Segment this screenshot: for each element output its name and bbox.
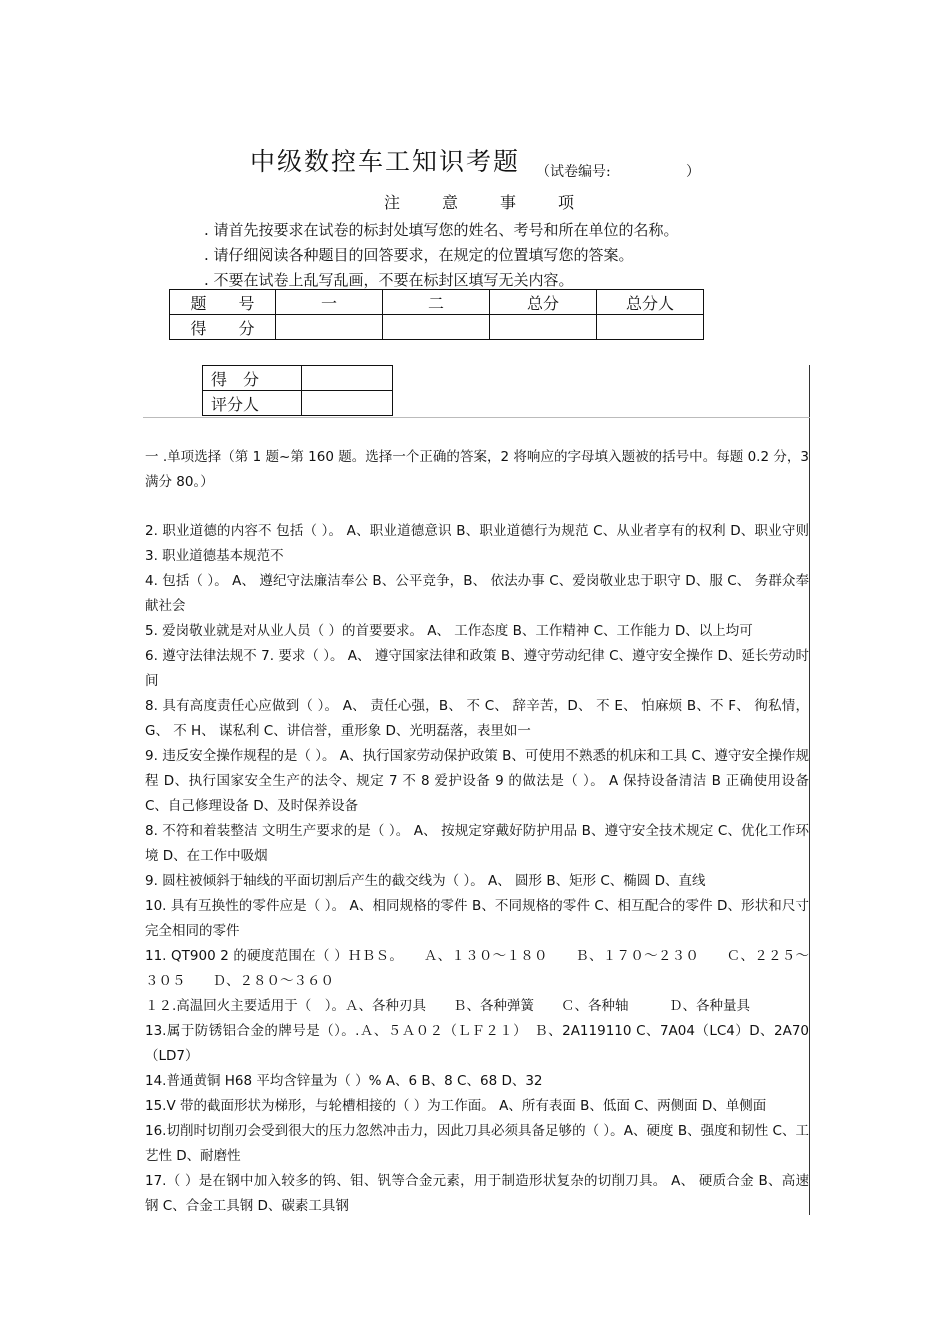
score-header-cell: 总分人 (597, 290, 704, 315)
score-header-cell: 总分 (490, 290, 597, 315)
notice-item-3: . 不要在试卷上乱写乱画，不要在标封区填写无关内容。 (204, 271, 574, 289)
paper-number (536, 161, 700, 181)
exam-title: 中级数控车工知识考题 (250, 147, 521, 176)
score-cell[interactable] (276, 315, 383, 340)
score-cell[interactable] (490, 315, 597, 340)
question-item: 15.V 带的截面形状为梯形，与轮槽相接的（ ）为工作面。 A、所有表面 B、低面 C、两侧面 D、单侧面 (145, 1098, 767, 1114)
score-header-cell: 题 号 (170, 290, 276, 315)
notice-heading-char: 注 (384, 193, 401, 212)
marker-score-label: 得 分 (203, 366, 302, 391)
marker-table (202, 365, 393, 416)
question-item: 5. 爱岗敬业就是对从业人员（ ）的首要要求。 A、 工作态度 B、工作精神 C、工作能力 D、以上均可 (145, 623, 753, 639)
score-header-cell: 二 (383, 290, 490, 315)
question-item: 8. 不符和着装整洁 文明生产要求的是（ ）。 A、 按规定穿戴好防护用品 B、遵守安全技术规定 C、优化工作环境 D、在工作中吸烟 (145, 823, 809, 864)
notice-item-1: . 请首先按要求在试卷的标封处填写您的姓名、考号和所在单位的名称。 (204, 221, 679, 239)
score-cell[interactable] (597, 315, 704, 340)
notice-heading-char: 事 (500, 193, 517, 212)
question-item: 14.普通黄铜 H68 平均含锌量为（ ）% A、6 B、8 C、68 D、32 (145, 1073, 543, 1089)
score-cell[interactable] (383, 315, 490, 340)
section-divider (143, 417, 810, 418)
question-item: 10. 具有互换性的零件应是（ ）。 A、相同规格的零件 B、不同规格的零件 C、相互配合的零件 D、形状和尺寸完全相同的零件 (145, 898, 809, 939)
paper-number-close: ） (686, 164, 700, 180)
binding-line (809, 365, 810, 1215)
question-item: 8. 具有高度责任心应做到（ ）。 A、 责任心强，B、 不 C、 辞辛苦，D、 不 E、 怕麻烦 B、不 F、 徇私情，G、 不 H、 谋私利 C、讲信誉，重形象 D、光明磊落，表里如一 (145, 698, 809, 739)
question-item: １２.高温回火主要适用于（ ）。Ａ、各种刃具 Ｂ、各种弹簧 Ｃ、各种轴 Ｄ、各种量具 (145, 998, 751, 1014)
question-item: 9. 违反安全操作规程的是（ ）。 A、执行国家劳动保护政策 B、可使用不熟悉的机床和工具 C、遵守安全操作规程 D、执行国家安全生产的法令、规定 7 不 8 爱护设备 9 的做法是（ ）。 A 保持设备清洁 B 正确使用设备 C、自己修理设备 D、及时保养设备 (145, 748, 809, 814)
marker-score-cell[interactable] (302, 366, 393, 391)
question-item: 17.（ ）是在钢中加入较多的钨、钼、钒等合金元素，用于制造形状复杂的切削刀具。 A、 硬质合金 B、高速钢 C、合金工具钢 D、碳素工具钢 (145, 1173, 809, 1214)
question-item: 4. 包括（ ）。 A、 遵纪守法廉洁奉公 B、公平竞争，B、 依法办事 C、爱岗敬业忠于职守 D、服 C、 务群众奉献社会 (145, 573, 809, 614)
section-instructions: 一 .单项选择（第 1 题~第 160 题。选择一个正确的答案，2 将响应的字母填入题被的括号中。每题 0.2 分，3 满分 80。） (145, 449, 809, 490)
question-item: 6. 遵守法律法规不 7. 要求（ ）。 A、 遵守国家法律和政策 B、遵守劳动纪律 C、遵守安全操作 D、延长劳动时间 (145, 648, 809, 689)
notice-item-2: . 请仔细阅读各种题目的回答要求，在规定的位置填写您的答案。 (204, 246, 634, 264)
score-table-header-row (170, 290, 704, 315)
score-row-label: 得 分 (170, 315, 276, 340)
notice-heading-char: 意 (442, 193, 459, 212)
notice-heading-char: 项 (558, 193, 575, 212)
question-item: 16.切削时切削刃会受到很大的压力忽然冲击力，因此刀具必须具备足够的（ ）。A、硬度 B、强度和韧性 C、工艺性 D、耐磨性 (145, 1123, 809, 1164)
question-item: 13.属于防锈铝合金的牌号是（）。.Ａ、５Ａ０２（ＬＦ２１） Ｂ、2A119110 C、7A04（LC4）D、2A70（LD7） (145, 1023, 809, 1064)
paper-number-label: （试卷编号: (536, 164, 611, 180)
question-item: 9. 圆柱被倾斜于轴线的平面切割后产生的截交线为（ ）。 A、 圆形 B、矩形 C、椭圆 D、直线 (145, 873, 706, 889)
score-table (169, 289, 704, 340)
marker-name-label: 评分人 (203, 391, 302, 416)
score-table-score-row (170, 315, 704, 340)
question-item: 2. 职业道德的内容不 包括（ ）。 A、职业道德意识 B、职业道德行为规范 C、从业者享有的权利 D、职业守则 3. 职业道德基本规范不 (145, 523, 809, 564)
notice-heading (384, 190, 616, 213)
marker-name-cell[interactable] (302, 391, 393, 416)
score-header-cell: 一 (276, 290, 383, 315)
question-item: 11. QT900 2 的硬度范围在（ ）ＨＢＳ。 Ａ、１３０～１８０ Ｂ、１７０～２３０ Ｃ、２２５～３０５ Ｄ、２８０～３６０ (145, 948, 809, 989)
question-list (145, 445, 809, 1219)
